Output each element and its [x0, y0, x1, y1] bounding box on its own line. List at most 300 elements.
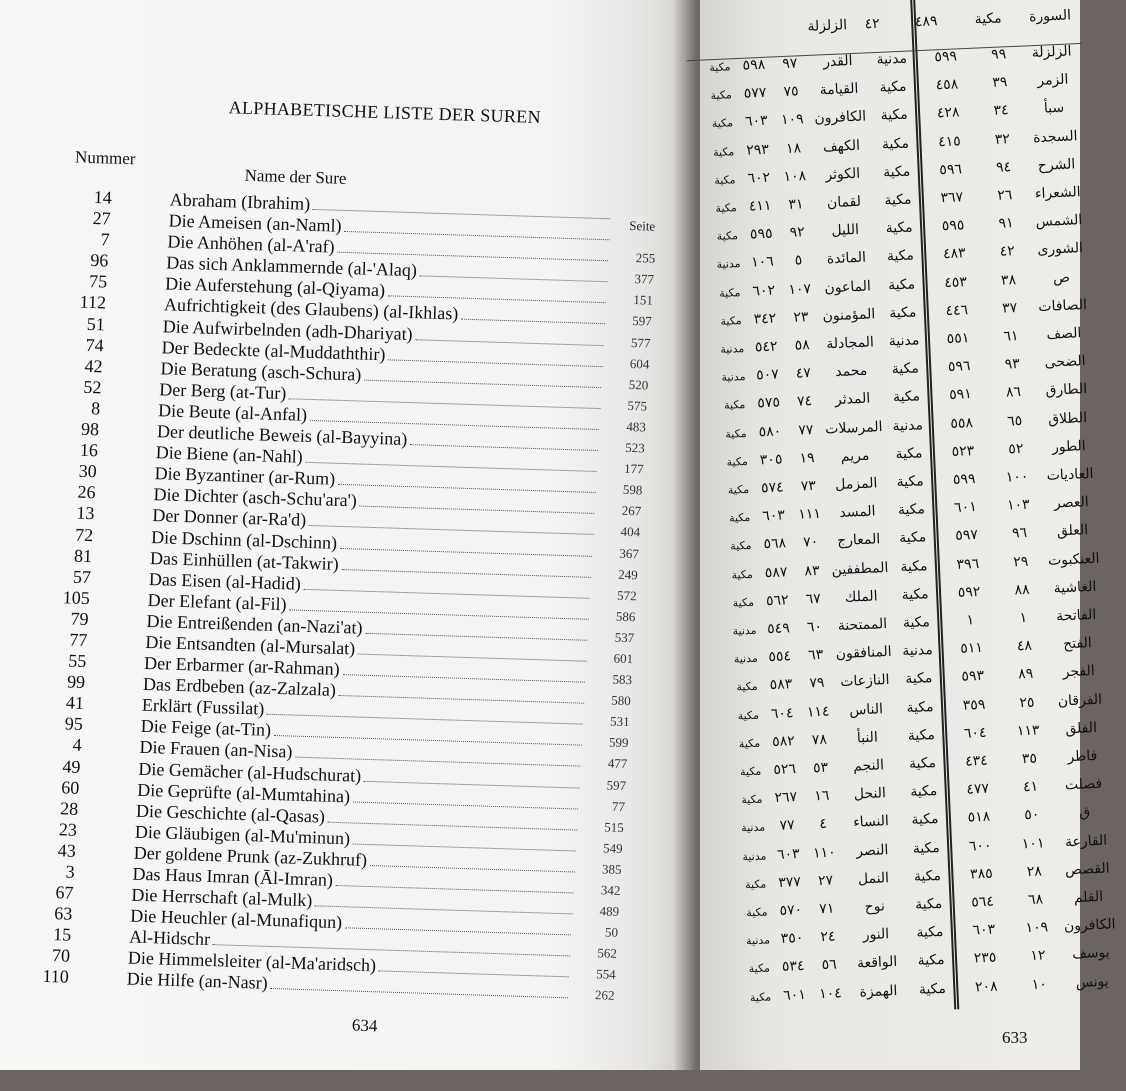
arabic-cell: الكافرون: [1063, 916, 1116, 935]
arabic-cell: ٩٩: [990, 46, 1007, 63]
arabic-cell: ١: [1019, 609, 1028, 627]
sura-number: 81: [73, 545, 93, 566]
arabic-cell: مدنية: [892, 416, 924, 435]
sura-page: 523: [625, 439, 645, 456]
arabic-cell: ١١٤: [806, 703, 830, 721]
sura-page: 586: [615, 608, 636, 625]
arabic-cell: مدنية: [876, 50, 908, 68]
arabic-cell: ٦٠٢: [752, 282, 776, 300]
arabic-cell: ٥٩١: [948, 386, 973, 404]
arabic-cell: ٦٠١: [953, 499, 978, 517]
arabic-cell: مكية: [725, 426, 747, 441]
arabic-cell: ٦٠٣: [776, 845, 800, 863]
arabic-header-cell: مكية: [974, 10, 1002, 28]
sura-number: 14: [93, 187, 113, 208]
sura-number: 43: [57, 840, 77, 861]
sura-number: 77: [69, 629, 88, 651]
arabic-cell: مكية: [916, 924, 944, 942]
sura-number: 55: [67, 650, 87, 672]
arabic-cell: المدثر: [834, 390, 871, 409]
arabic-cell: الكهف: [822, 137, 861, 155]
arabic-cell: ٥٦٢: [765, 592, 789, 610]
sura-name: Die Hilfe (an-Nasr): [126, 968, 268, 994]
sura-page: 249: [618, 566, 639, 582]
sura-name: Das Haus Imran (Āl-Imran): [132, 863, 334, 890]
arabic-cell: القلم: [1073, 888, 1104, 907]
sura-page: 580: [611, 692, 632, 709]
arabic-cell: ١١٠: [812, 844, 836, 862]
arabic-cell: ١٩: [799, 449, 815, 467]
sura-number: 110: [42, 966, 70, 988]
sura-number: 52: [83, 376, 102, 398]
arabic-cell: ٢٨: [1026, 863, 1043, 880]
arabic-cell: مكية: [879, 78, 907, 96]
arabic-cell: ٨٩: [1017, 666, 1034, 683]
arabic-cell: ص: [1052, 269, 1071, 287]
arabic-cell: ٤٧٧: [966, 780, 990, 798]
sura-page: 151: [633, 292, 654, 309]
sura-name: Der Elefant (al-Fil): [147, 589, 287, 615]
arabic-cell: القيامة: [819, 80, 859, 99]
sura-name: Das sich Anklammernde (al-'Alaq): [166, 252, 418, 281]
arabic-cell: ٢٣: [793, 308, 809, 326]
sura-name: Al-Hidschr: [128, 926, 211, 950]
sura-number: 23: [58, 819, 78, 840]
page-number-right: 633: [1002, 1028, 1028, 1047]
arabic-cell: مكية: [732, 595, 755, 610]
sura-page: 77: [611, 798, 626, 814]
arabic-cell: العصر: [1053, 494, 1090, 512]
arabic-cell: يونس: [1075, 973, 1109, 991]
arabic-cell: ١٠٠: [1005, 468, 1029, 486]
arabic-cell: مكية: [749, 990, 772, 1004]
leader-dots: [270, 988, 567, 998]
arabic-cell: ٦٠: [806, 618, 823, 636]
sura-name: Der Bedeckte (al-Muddaththir): [161, 336, 386, 364]
arabic-cell: مكية: [748, 961, 771, 976]
sura-number: 105: [62, 587, 91, 608]
arabic-cell: ١٠١: [1021, 834, 1045, 852]
arabic-cell: الكوثر: [825, 165, 861, 184]
arabic-cell: ٥٧٧: [743, 84, 767, 102]
sura-number: 75: [88, 271, 108, 292]
sura-page: 531: [609, 713, 630, 730]
arabic-cell: ٥٧٠: [779, 901, 803, 919]
arabic-cell: ١٠٧: [788, 280, 812, 298]
sura-number: 26: [77, 481, 96, 503]
arabic-cell: محمد: [835, 362, 868, 381]
sura-number: 8: [90, 398, 101, 419]
arabic-cell: النساء: [852, 813, 890, 832]
arabic-cell: مكية: [887, 276, 916, 294]
arabic-cell: ٥٩٨: [742, 56, 766, 74]
arabic-cell: مدنية: [721, 370, 746, 385]
sura-page: 342: [600, 882, 621, 898]
sura-page: 177: [623, 460, 644, 477]
arabic-cell: ٧٥: [783, 83, 799, 101]
sura-name: Das Erdbeben (az-Zalzala): [142, 673, 337, 701]
sura-page: 262: [594, 987, 615, 1004]
arabic-cell: ٢٠٨: [974, 978, 998, 996]
arabic-cell: ٩٢: [789, 224, 806, 242]
sura-name: Die Dichter (asch-Schu'ara'): [153, 484, 358, 511]
arabic-cell: ٦٠١: [782, 986, 807, 1004]
arabic-cell: الممتحنة: [837, 616, 888, 635]
arabic-cell: العنكبوت: [1047, 550, 1100, 569]
leader-dots: [461, 319, 605, 325]
arabic-cell: ٢٥: [1019, 694, 1035, 711]
arabic-cell: الواقعة: [856, 954, 898, 973]
arabic-cell: مكية: [741, 792, 763, 807]
arabic-cell: النجم: [852, 757, 885, 775]
sura-name: Die Auferstehung (al-Qiyama): [164, 273, 386, 301]
arabic-cell: القارعة: [1064, 832, 1108, 851]
arabic-cell: ٥٠: [1024, 806, 1040, 824]
arabic-cell: مدنية: [720, 341, 745, 357]
arabic-cell: مكية: [731, 567, 753, 582]
sura-name: Die Entreißenden (an-Nazi'at): [146, 610, 363, 638]
arabic-cell: مكية: [892, 388, 921, 406]
arabic-cell: ٣٨٥: [969, 865, 994, 883]
arabic-cell: مكية: [709, 60, 731, 75]
sura-page: 601: [613, 650, 634, 667]
arabic-cell: ٥٢٣: [951, 442, 975, 460]
arabic-cell: ٩٤: [995, 158, 1012, 176]
arabic-cell: مكية: [745, 905, 768, 920]
arabic-cell: ٣٤٢: [753, 310, 777, 328]
arabic-cell: مكية: [884, 191, 912, 209]
sura-name: Die Heuchler (al-Munafiqun): [129, 905, 343, 933]
arabic-cell: ٤: [818, 816, 828, 833]
sura-number: 57: [72, 566, 92, 587]
arabic-cell: الناس: [848, 700, 884, 719]
arabic-cell: ٥٨٠: [758, 423, 782, 441]
sura-name: Die Geschichte (al-Qasas): [135, 800, 326, 827]
arabic-cell: مدنية: [742, 849, 767, 864]
arabic-cell: مدنية: [740, 820, 766, 835]
arabic-cell: مكية: [880, 107, 909, 125]
arabic-cell: مكية: [907, 726, 936, 744]
arabic-cell: ٥٤٢: [754, 338, 778, 356]
arabic-cell: مكية: [895, 445, 923, 463]
sura-name: Das Einhüllen (at-Takwir): [149, 547, 339, 574]
arabic-cell: مكية: [902, 614, 931, 632]
arabic-cell: ٢٩: [1012, 553, 1029, 571]
arabic-cell: ٤٢: [999, 243, 1016, 261]
arabic-cell: ٤٢٨: [936, 104, 960, 122]
arabic-cell: مكية: [900, 557, 928, 575]
arabic-cell: مكية: [906, 698, 934, 716]
sura-page: 367: [619, 545, 640, 561]
arabic-cell: ٦٠٣: [761, 507, 786, 525]
sura-page: 385: [601, 861, 622, 877]
arabic-cell: ٧٠: [802, 534, 819, 551]
sura-name: Die Gläubigen (al-Mu'minun): [134, 821, 351, 849]
sura-page: 598: [622, 482, 643, 498]
arabic-cell: مكية: [714, 172, 736, 187]
arabic-cell: ٣٥٠: [780, 930, 804, 948]
arabic-cell: المرسلات: [824, 418, 883, 438]
arabic-cell: ٧٧: [779, 817, 795, 835]
sura-name: Der goldene Prunk (az-Zukhruf): [133, 842, 368, 870]
sura-name: Abraham (Ibrahim): [169, 189, 311, 214]
arabic-cell: ٥٣٤: [781, 958, 805, 976]
arabic-cell: ١١٣: [1016, 722, 1040, 740]
sura-number: 51: [86, 313, 106, 335]
arabic-cell: ٤٤٦: [945, 301, 969, 319]
sura-number: 99: [66, 671, 86, 693]
arabic-cell: ٤٨: [1016, 637, 1033, 655]
arabic-cell: الغاشية: [1053, 578, 1097, 597]
arabic-cell: ٧٩: [809, 675, 825, 692]
arabic-cell: ٥٧٤: [760, 479, 784, 497]
leader-dots: [410, 444, 598, 451]
sura-number: 49: [62, 755, 81, 777]
sura-name: Der Berg (at-Tur): [159, 379, 287, 404]
arabic-cell: ٣٥: [1021, 750, 1038, 768]
arabic-cell: ٣٩: [992, 74, 1008, 92]
arabic-cell: مدنية: [888, 332, 920, 350]
arabic-cell: ٥٥١: [946, 330, 970, 348]
sura-number: 7: [100, 229, 110, 250]
arabic-cell: مكية: [914, 895, 943, 914]
sura-name: Die Geprüfte (al-Mumtahina): [136, 779, 351, 807]
leader-dots: [379, 971, 569, 978]
arabic-cell: المطففين: [831, 559, 889, 578]
arabic-cell: ٥٢٦: [773, 761, 797, 779]
arabic-cell: الفلق: [1065, 719, 1098, 738]
arabic-cell: الفرقان: [1057, 691, 1103, 710]
arabic-cell: ٨٣: [804, 562, 820, 580]
sura-number: 3: [65, 861, 75, 882]
column-header-name: Name der Sure: [244, 165, 347, 188]
arabic-cell: ٤٥٣: [943, 273, 968, 291]
arabic-cell: مكية: [723, 398, 746, 413]
arabic-cell: الملك: [844, 588, 878, 606]
arabic-cell: الكافرون: [814, 108, 867, 128]
arabic-cell: ٣٢: [994, 130, 1011, 148]
sura-page: 520: [628, 376, 649, 393]
sura-name: Die Ameisen (an-Naml): [168, 210, 342, 236]
sura-name: Die Beute (al-Anfal): [157, 400, 308, 425]
arabic-cell: القصص: [1064, 860, 1110, 879]
sura-name: Die Anhöhen (al-A'raf): [167, 231, 335, 257]
arabic-cell: مكية: [885, 219, 913, 237]
arabic-cell: ٩٣: [1004, 356, 1021, 373]
sura-name: Die Biene (an-Nahl): [155, 442, 304, 467]
arabic-cell: ٥٨: [794, 337, 811, 354]
arabic-cell: يوسف: [1071, 945, 1110, 963]
arabic-cell: ١٠٩: [780, 111, 804, 129]
arabic-cell: ٥٩٣: [961, 668, 985, 686]
sura-number: 16: [79, 439, 99, 461]
sura-page: 377: [634, 271, 655, 287]
arabic-cell: مكية: [881, 135, 910, 153]
sura-page: 597: [631, 313, 652, 330]
arabic-cell: ٤٨٣: [942, 245, 966, 263]
sura-name: Die Feige (at-Tin): [140, 716, 272, 741]
arabic-cell: ٥٩٦: [947, 358, 971, 376]
arabic-cell: المزمل: [834, 475, 878, 494]
arabic-cell: ٥٩٢: [957, 583, 981, 601]
sura-page: [613, 219, 657, 220]
arabic-cell: ٧٨: [811, 731, 828, 749]
arabic-cell: مكية: [736, 680, 758, 695]
arabic-cell: ٦٠٤: [770, 704, 794, 722]
arabic-cell: النازعات: [839, 672, 890, 691]
arabic-cell: مكية: [912, 839, 941, 857]
arabic-cell: ٧٤: [796, 393, 813, 411]
sura-name: Die Aufwirbelnden (adh-Dhariyat): [162, 315, 413, 344]
sura-number: 95: [64, 713, 84, 735]
arabic-cell: القدر: [822, 52, 853, 71]
arabic-cell: ٥٥٤: [768, 648, 792, 666]
arabic-cell: ٥٩٧: [955, 527, 979, 545]
arabic-cell: المائدة: [826, 249, 867, 268]
sura-list: [0, 184, 684, 1007]
arabic-cell: ٥٩٩: [934, 48, 958, 66]
sura-number: 13: [76, 503, 95, 524]
sura-name: Aufrichtigkeit (des Glaubens) (al-Ikhlas): [163, 294, 459, 325]
arabic-cell: نوح: [864, 898, 886, 916]
arabic-cell: مكية: [918, 980, 947, 998]
arabic-cell: ٦٠٢: [747, 169, 771, 187]
sura-number: 28: [59, 798, 79, 819]
arabic-cell: ٩٧: [782, 55, 798, 73]
arabic-cell: ٢٦: [996, 187, 1013, 204]
arabic-cell: مكية: [882, 163, 911, 181]
arabic-cell: ٣١: [788, 196, 804, 213]
sura-page: 483: [626, 418, 647, 435]
arabic-cell: مكية: [730, 539, 752, 554]
arabic-cell: ٤١٥: [937, 132, 962, 150]
arabic-cell: المجادلة: [826, 334, 875, 353]
sura-name: Erklärt (Fussilat): [141, 695, 265, 719]
arabic-cell: فصلت: [1064, 775, 1103, 794]
arabic-cell: ٤٥٨: [935, 76, 959, 94]
sura-number: 27: [92, 208, 111, 229]
arabic-cell: ٥: [794, 252, 803, 270]
column-header-page: Seite: [628, 217, 656, 234]
arabic-cell: الشعراء: [1034, 184, 1081, 203]
arabic-cell: الطلاق: [1047, 409, 1088, 428]
sura-number: 30: [78, 460, 98, 482]
arabic-cell: ٥٠٧: [755, 366, 780, 384]
arabic-cell: مكية: [901, 585, 929, 604]
sura-page: 604: [629, 355, 650, 372]
arabic-cell: ١١١: [797, 505, 822, 523]
arabic-cell: الليل: [831, 222, 860, 240]
sura-page: 549: [602, 840, 623, 856]
arabic-cell: ٥٥٨: [950, 414, 974, 432]
arabic-cell: مكية: [710, 88, 733, 103]
arabic-cell: النحل: [853, 785, 887, 803]
arabic-cell: ٥٦٨: [763, 535, 787, 553]
arabic-cell: المؤمنون: [822, 306, 876, 325]
arabic-cell: ٣٤: [993, 102, 1009, 120]
arabic-cell: الشرح: [1037, 156, 1076, 174]
sura-name: Die Himmelsleiter (al-Ma'aridsch): [127, 947, 377, 976]
sura-page: 562: [597, 945, 618, 962]
arabic-cell: ٣٠٥: [759, 451, 783, 469]
sura-number: 42: [84, 355, 103, 377]
arabic-cell: ٢٤: [820, 928, 836, 946]
arabic-cell: ١٦: [813, 787, 830, 805]
arabic-cell: لقمان: [826, 193, 862, 212]
leader-dots: [420, 276, 607, 283]
sura-page: 554: [595, 966, 616, 983]
arabic-cell: مدنية: [716, 257, 741, 272]
arabic-cell: النمل: [857, 869, 890, 888]
arabic-cell: ٥٤٩: [766, 620, 791, 638]
sura-page: 575: [627, 397, 648, 414]
sura-number: 41: [65, 692, 85, 714]
sura-page: 489: [599, 903, 620, 919]
arabic-cell: مكية: [726, 454, 749, 469]
sura-page: 599: [608, 734, 629, 751]
arabic-cell: مكية: [886, 247, 915, 266]
arabic-cell: ٩٦: [1011, 525, 1028, 542]
sura-page: 577: [630, 334, 651, 351]
sura-name: Die Herrschaft (al-Mulk): [131, 884, 313, 911]
arabic-cell: ٥٨٧: [764, 563, 788, 581]
arabic-sura-table: [690, 0, 1126, 1069]
sura-number: 112: [79, 292, 107, 313]
sura-page: 597: [606, 776, 627, 793]
arabic-cell: ٥١٨: [967, 809, 991, 827]
arabic-cell: ٢٣٥: [973, 949, 997, 967]
arabic-cell: فاطر: [1067, 747, 1098, 766]
sura-name: Die Beratung (asch-Schura): [160, 357, 362, 385]
arabic-cell: ٨٦: [1005, 384, 1022, 401]
arabic-cell: الفجر: [1062, 663, 1096, 681]
arabic-cell: ٧٣: [800, 477, 817, 495]
arabic-cell: ٦٠٣: [744, 113, 768, 131]
sura-name: Die Dschinn (al-Dschinn): [150, 526, 338, 553]
arabic-cell: ٦٣: [807, 647, 824, 664]
arabic-cell: ٥٧٥: [757, 394, 781, 412]
arabic-cell: مكية: [738, 736, 761, 751]
arabic-cell: ١٠٩: [1025, 919, 1049, 937]
arabic-cell: مدنية: [902, 642, 934, 660]
arabic-cell: ٣٦٧: [940, 189, 964, 207]
arabic-cell: مكية: [917, 952, 945, 970]
arabic-cell: النور: [862, 926, 890, 944]
arabic-cell: ٥٣: [812, 759, 829, 777]
arabic-cell: سبأ: [1043, 100, 1065, 118]
arabic-cell: مكية: [718, 285, 741, 300]
arabic-cell: ٢٦٧: [774, 789, 798, 807]
leader-dots: [415, 339, 603, 346]
arabic-cell: ٦٠٣: [972, 921, 996, 939]
arabic-cell: ٦١: [1003, 327, 1019, 345]
sura-page: 583: [612, 671, 633, 688]
arabic-cell: مكية: [897, 501, 926, 519]
column-header-number: Nummer: [74, 147, 136, 169]
arabic-cell: ٤٣٤: [964, 752, 989, 770]
arabic-cell: الزمر: [1036, 71, 1069, 90]
arabic-cell: ٧٧: [797, 421, 814, 439]
sura-number: 79: [70, 608, 89, 629]
sura-page: 404: [620, 524, 641, 540]
arabic-cell: ٥٩٥: [941, 217, 965, 235]
arabic-cell: ٥١١: [959, 640, 984, 658]
arabic-cell: ٥٨٣: [769, 676, 793, 694]
arabic-cell: ٥٢: [1008, 440, 1024, 458]
page-number-left: 634: [351, 1015, 378, 1036]
arabic-cell: ١: [966, 612, 975, 629]
arabic-cell: مدنية: [733, 651, 759, 666]
